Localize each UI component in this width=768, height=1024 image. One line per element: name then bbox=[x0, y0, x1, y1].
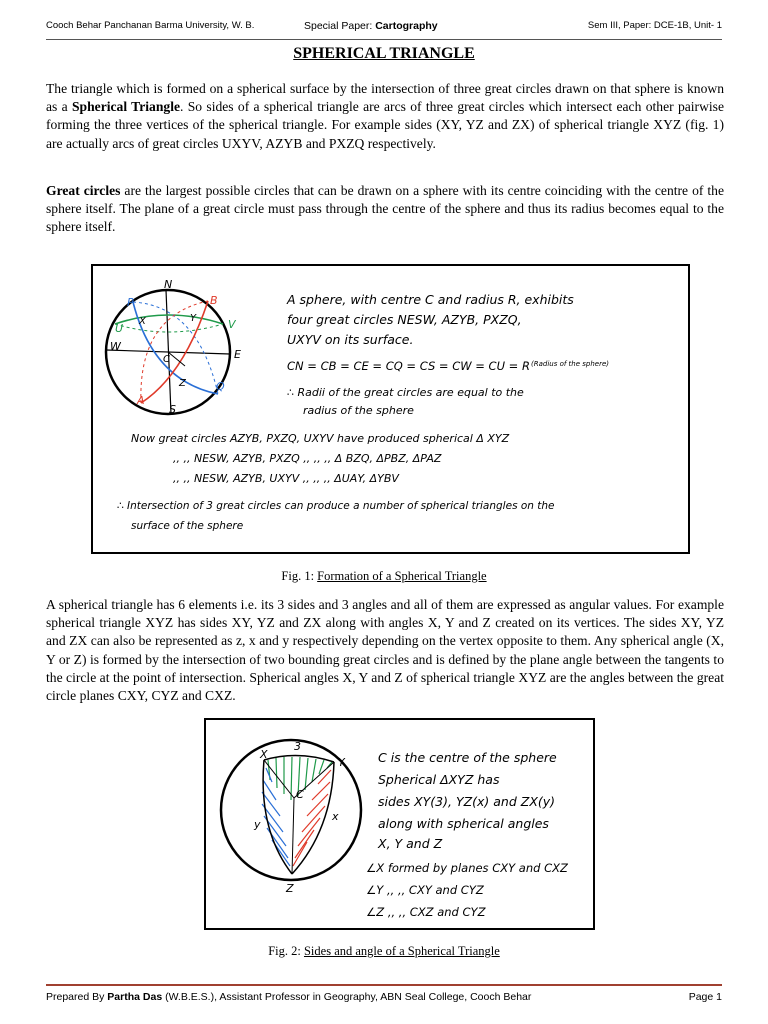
fig2-note-7: ∠Y ,, ,, CXY and CYZ bbox=[366, 883, 484, 897]
caption2-prefix: Fig. 2: bbox=[268, 944, 304, 958]
fig1-label-s: S bbox=[169, 403, 176, 416]
fig1-label-a: A bbox=[137, 394, 145, 407]
fig1-label-w: W bbox=[110, 340, 121, 353]
header-semester: Sem III, Paper: DCE-1B, Unit- 1 bbox=[587, 20, 722, 31]
figure-2-caption bbox=[0, 944, 768, 959]
fig1-green-arc-back bbox=[115, 324, 223, 332]
fig2-label-z: Z bbox=[286, 882, 294, 895]
fig2-label-c: C bbox=[296, 788, 304, 801]
page-title: SPHERICAL TRIANGLE bbox=[293, 45, 475, 62]
para2-bold: Great circles bbox=[46, 183, 121, 198]
para1-bold: Spherical Triangle bbox=[71, 99, 181, 115]
fig1-note-10: ,, ,, NESW, AZYB, UXYV ,, ,, ,, ΔUAY, ΔYBV bbox=[173, 472, 399, 485]
header-paper-prefix: Special Paper: bbox=[304, 20, 376, 32]
fig1-note-12: surface of the sphere bbox=[131, 520, 244, 532]
fig2-label-3: 3 bbox=[294, 740, 301, 753]
fig1-note-8: Now great circles AZYB, PXZQ, UXYV have produced spherical Δ XYZ bbox=[131, 432, 510, 445]
fig2-note-4: along with spherical angles bbox=[378, 816, 549, 831]
fig1-note-1: A sphere, with centre C and radius R, exhibits bbox=[287, 292, 574, 307]
paragraph-great-circles bbox=[46, 182, 724, 237]
fig2-note-6: ∠X formed by planes CXY and CXZ bbox=[366, 861, 568, 875]
fig2-note-5: X, Y and Z bbox=[378, 836, 443, 851]
footer-prefix: Prepared By bbox=[46, 991, 108, 1003]
header-university: Cooch Behar Panchanan Barma University, W. B. bbox=[46, 20, 255, 31]
caption2-text: Sides and angle of a Spherical Triangle bbox=[303, 944, 500, 958]
fig1-label-e: E bbox=[234, 348, 241, 361]
fig2-radius-z bbox=[292, 798, 294, 874]
fig2-label-x: X bbox=[260, 748, 268, 761]
fig1-note-4: CN = CB = CE = CQ = CS = CW = CU = R bbox=[287, 359, 530, 373]
caption1-prefix: Fig. 1: bbox=[281, 569, 318, 583]
footer-author-name: Partha Das bbox=[107, 991, 163, 1003]
fig1-label-u: U bbox=[115, 322, 124, 335]
fig1-note-6: ∴ Radii of the great circles are equal to the bbox=[287, 386, 524, 399]
figure-2-drawing bbox=[206, 720, 593, 928]
fig2-label-small-y: y bbox=[254, 818, 261, 831]
fig1-note-3: UXYV on its surface. bbox=[287, 332, 414, 347]
fig1-label-v: V bbox=[228, 318, 236, 331]
para1-text-a: The triangle which is formed on a spherical surface by the intersection of three great circles drawn on that sphere is known as a bbox=[46, 81, 724, 115]
para2-text: are the largest possible circles that can be drawn on a sphere with its centre coinciding with the centre of the sphere itself. The plane of a great circle must pass through the centre of the sphere and thus its radius becomes equal to the sphere itself. bbox=[46, 183, 724, 235]
fig2-label-y: Y bbox=[338, 756, 345, 769]
fig1-label-y: Y bbox=[190, 313, 197, 324]
fig1-label-n: N bbox=[164, 278, 173, 291]
figure-2 bbox=[204, 718, 595, 930]
header-paper-subject: Cartography bbox=[375, 20, 438, 32]
fig2-label-small-x: x bbox=[332, 810, 339, 823]
fig2-note-3: sides XY(3), YZ(x) and ZX(y) bbox=[378, 794, 556, 809]
fig2-radius-x bbox=[264, 760, 294, 798]
footer-author bbox=[46, 991, 531, 1003]
paragraph-elements: A spherical triangle has 6 elements i.e. its 3 sides and 3 angles and all of them are expressed as angular values. For example spherical triangle XYZ has sides XY, YZ and ZX along with angles X, Y and Z created on its vertices. The sides XY, YZ and ZX can also be represented as z, x and y respectively depending on the vertex opposite to them. Any spherical angle (X, Y or Z) is formed by the intersection of two bounding great circles and is defined by the plane angle between the tangents to the circle at the point of intersection. Spherical angles X, Y and Z of spherical triangle XYZ are the angles between the great circle planes CXY, CYZ and CXZ. bbox=[46, 597, 724, 704]
fig1-note-5: (Radius of the sphere) bbox=[531, 360, 610, 368]
fig1-label-b: B bbox=[210, 294, 218, 307]
fig1-note-2: four great circles NESW, AZYB, PXZQ, bbox=[287, 312, 522, 327]
fig1-label-c: C bbox=[163, 354, 170, 365]
fig1-label-x: X bbox=[139, 316, 146, 327]
figure-1-drawing bbox=[93, 266, 688, 552]
para1-text-b: . So sides of a spherical triangle are arcs of three great circles which intersect each other pairwise forming the three vertices of the spherical triangle. For example sides (XY, YZ and ZX) of spherical triangle XYZ (fig. 1) are actually arcs of great circles UXYV, AZYB and PXZQ respectively. bbox=[46, 99, 724, 151]
caption1-text: Formation of a Spherical Triangle bbox=[317, 569, 487, 583]
figure-1-caption bbox=[0, 569, 768, 584]
page-header bbox=[46, 20, 722, 38]
fig1-label-p: P bbox=[127, 296, 134, 309]
fig2-note-1: C is the centre of the sphere bbox=[378, 750, 557, 765]
fig1-label-q: Q bbox=[216, 380, 225, 393]
paragraph-intro bbox=[46, 80, 724, 153]
footer-page-number: Page 1 bbox=[688, 991, 722, 1003]
footer-author-details: (W.B.E.S.), Assistant Professor in Geography, ABN Seal College, Cooch Behar bbox=[162, 991, 532, 1003]
fig2-note-8: ∠Z ,, ,, CXZ and CYZ bbox=[366, 905, 486, 919]
fig1-note-9: ,, ,, NESW, AZYB, PXZQ ,, ,, ,, Δ BZQ, ΔPBZ, ΔPAZ bbox=[173, 452, 442, 465]
fig1-label-z: Z bbox=[179, 378, 186, 389]
figure-1 bbox=[91, 264, 690, 554]
footer-divider bbox=[46, 984, 722, 986]
fig1-note-7: radius of the sphere bbox=[303, 404, 414, 417]
fig2-note-2: Spherical ΔXYZ has bbox=[378, 772, 500, 787]
fig1-note-11: ∴ Intersection of 3 great circles can produce a number of spherical triangles on the bbox=[117, 500, 555, 512]
header-paper bbox=[304, 20, 438, 32]
header-divider bbox=[46, 39, 722, 40]
